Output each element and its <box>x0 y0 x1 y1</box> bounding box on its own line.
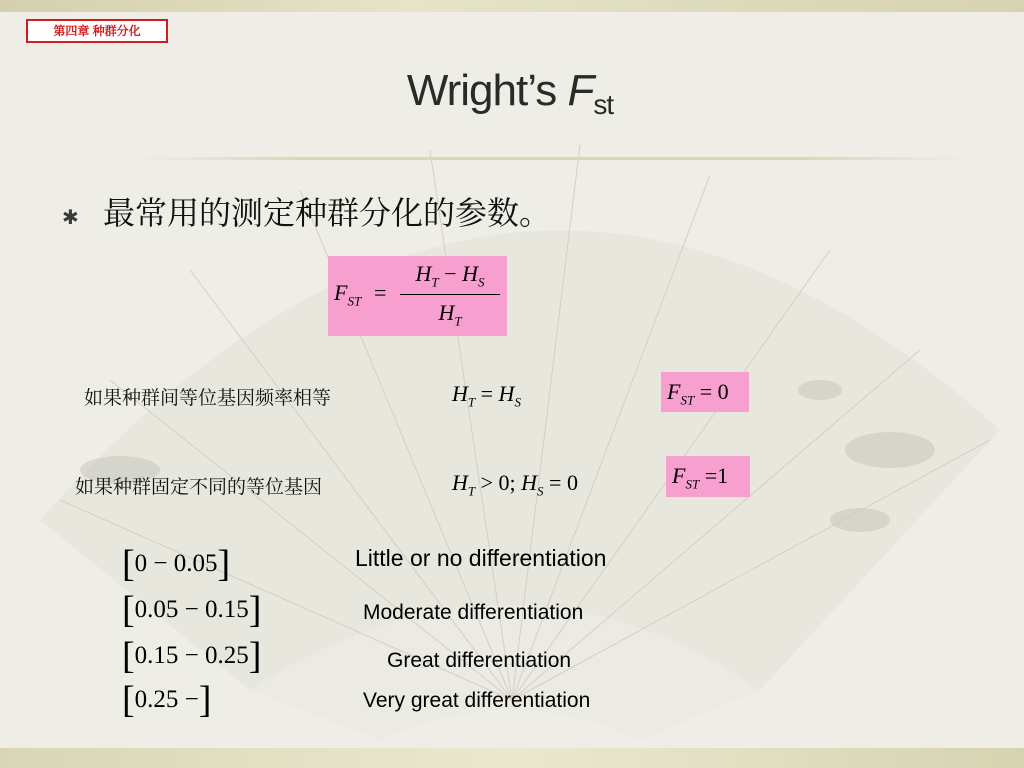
range-interval: [0.05 − 0.15] <box>122 589 262 631</box>
fst-result-box: $F_{ST} =1$ <box>666 456 750 497</box>
fraction-bar <box>400 294 500 295</box>
fst-result-box: $F_{ST} = 0$ <box>661 372 749 412</box>
title-symbol: F <box>567 66 594 115</box>
bottom-border <box>0 748 1024 768</box>
bullet-text: 最常用的测定种群分化的参数。 <box>103 194 552 232</box>
formula-denominator: $H_T$ <box>438 300 462 329</box>
title-text: Wright’s <box>406 66 568 115</box>
range-interval: [0.15 − 0.25] <box>122 635 262 677</box>
range-label: Little or no differentiation <box>355 545 607 571</box>
chapter-tag: 第四章 种群分化 <box>26 19 168 43</box>
asterisk-icon: ✱ <box>62 207 79 229</box>
formula-numerator: $H_T - H_S$ <box>415 261 485 290</box>
formula-lhs: $F_{ST}$ <box>334 280 362 309</box>
range-interval: [0 − 0.05] <box>122 543 231 585</box>
condition-math: $H_T > 0$; $H_S = 0$ <box>452 470 578 499</box>
range-label: Moderate differentiation <box>363 601 584 624</box>
condition-text: 如果种群固定不同的等位基因 <box>75 476 323 498</box>
fst-formula-box <box>328 256 507 336</box>
title-subscript: st <box>593 89 614 120</box>
condition-math: $H_T = H_S$ <box>452 381 521 410</box>
title-divider <box>130 157 973 160</box>
condition-text: 如果种群间等位基因频率相等 <box>84 387 332 409</box>
range-interval: [0.25 −] <box>122 679 212 721</box>
range-label: Very great differentiation <box>363 689 591 712</box>
formula-equals: = <box>374 280 387 305</box>
slide-title <box>300 66 720 121</box>
range-label: Great differentiation <box>387 649 572 672</box>
